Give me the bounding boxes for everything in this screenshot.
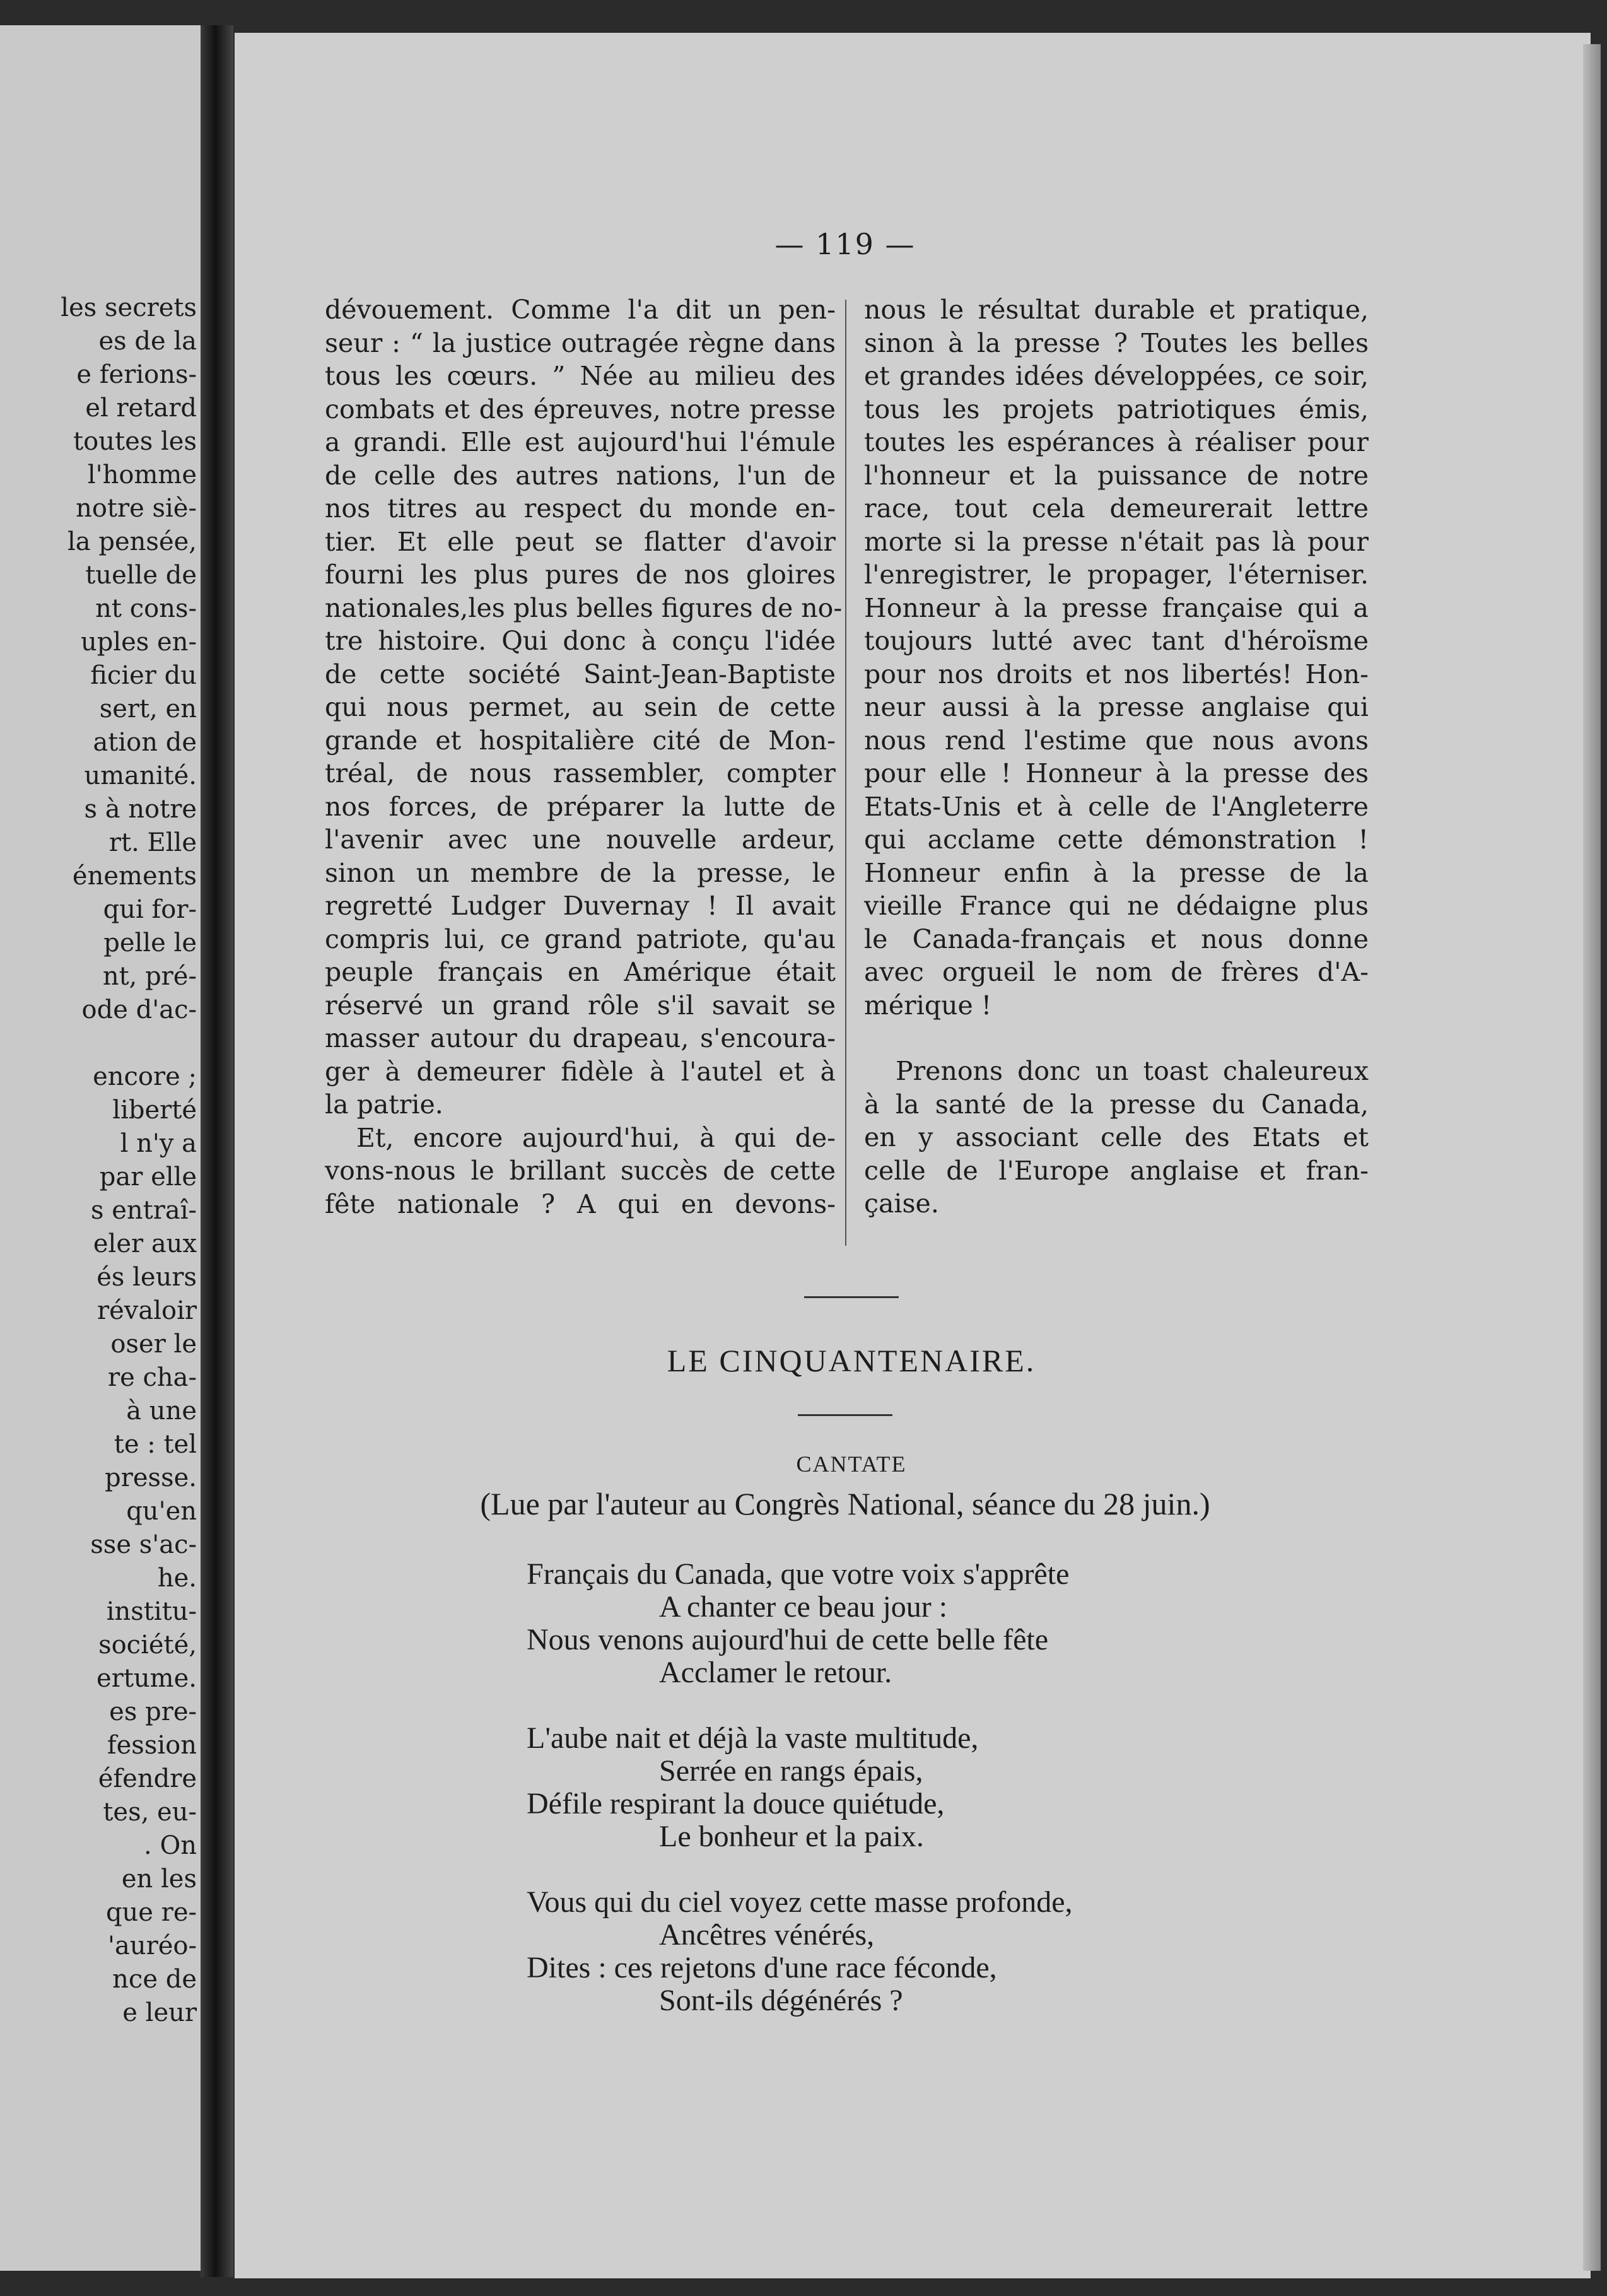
text-line: peuple français en Amérique était: [325, 957, 836, 987]
text-line: vons-nous le brillant succès de cette: [325, 1156, 836, 1186]
left-page-line: fession: [107, 1731, 197, 1760]
text-line: la patrie.: [325, 1089, 443, 1120]
text-line: toutes les espérances à réaliser pour: [864, 427, 1369, 457]
left-page-line: eler aux: [93, 1229, 197, 1258]
text-line: morte si la presse n'était pas là pour: [864, 526, 1369, 557]
text-line: tier. Et elle peut se flatter d'avoir: [325, 526, 836, 557]
poem-line: Serrée en rangs épais,: [659, 1754, 923, 1788]
text-line: toujours lutté avec tant d'héroïsme: [864, 626, 1369, 656]
cantata-poem: [527, 1558, 1073, 2017]
left-page-line: nt, pré-: [102, 962, 197, 991]
poem-line: Nous venons aujourd'hui de cette belle fête: [527, 1623, 1049, 1656]
left-page-line: les secrets: [61, 293, 197, 322]
text-line: dévouement. Comme l'a dit un pen-: [325, 295, 836, 325]
text-line: ger à demeurer fidèle à l'autel et à: [325, 1056, 836, 1087]
text-line: qui nous permet, au sein de cette: [325, 692, 836, 722]
text-line: race, tout cela demeurerait lettre: [864, 493, 1369, 524]
left-page-line: ation de: [93, 728, 197, 757]
left-page-line: ficier du: [90, 661, 197, 690]
left-page-line: és leurs: [96, 1263, 197, 1292]
left-page-line: sse s'ac-: [90, 1530, 197, 1559]
left-page-line: re cha-: [107, 1363, 197, 1392]
left-page-line: pelle le: [103, 928, 197, 958]
left-page-line: [0, 1027, 197, 1060]
text-line: sinon un membre de la presse, le: [325, 857, 836, 888]
left-page-line: oser le: [110, 1330, 197, 1359]
left-page-line: . On: [144, 1831, 197, 1860]
text-line: qui acclame cette démonstration !: [864, 824, 1369, 855]
left-page-line: société,: [98, 1631, 197, 1660]
left-page-line: es de la: [98, 327, 197, 356]
poem-line: Acclamer le retour.: [659, 1656, 892, 1689]
left-page-line: s entraî-: [90, 1196, 197, 1225]
text-line: celle de l'Europe anglaise et fran-: [864, 1155, 1369, 1186]
text-line: fête nationale ? A qui en devons-: [325, 1188, 836, 1219]
text-line: avec orgueil le nom de frères d'A-: [864, 957, 1369, 987]
left-page-line: par elle: [99, 1163, 197, 1192]
poem-line: Français du Canada, que votre voix s'apprête: [527, 1557, 1070, 1591]
left-page-line: encore ;: [93, 1062, 197, 1091]
left-page-line: e ferions-: [76, 360, 197, 389]
text-line: Etats-Unis et à celle de l'Angleterre: [864, 791, 1369, 822]
left-page-line: institu-: [106, 1597, 197, 1626]
left-page-line: l n'y a: [120, 1129, 197, 1158]
section-title: LE CINQUANTENAIRE.: [667, 1343, 1036, 1378]
left-page-line: presse.: [105, 1463, 197, 1492]
text-line: pour elle ! Honneur à la presse des: [864, 758, 1369, 788]
left-page-line: rt. Elle: [108, 828, 197, 857]
poem-line: A chanter ce beau jour :: [659, 1590, 948, 1624]
left-page-line: uples en-: [80, 628, 197, 657]
left-page-line: sert, en: [99, 694, 197, 723]
text-line: masser autour du drapeau, s'encoura-: [325, 1023, 836, 1053]
text-line: tréal, de nous rassembler, compter: [325, 758, 836, 788]
text-line: réservé un grand rôle s'il savait se: [325, 990, 836, 1021]
text-line: sinon à la presse ? Toutes les belles: [864, 327, 1369, 358]
poem-line: Sont-ils dégénérés ?: [659, 1984, 903, 2017]
text-line: fourni les plus pures de nos gloires: [325, 559, 836, 590]
text-line: seur : “ la justice outragée règne dans: [325, 327, 836, 358]
left-page-line: umanité.: [84, 761, 197, 790]
text-line: l'honneur et la puissance de notre: [864, 460, 1369, 491]
poem-line: Vous qui du ciel voyez cette masse profonde,: [527, 1885, 1073, 1919]
left-page-line: ertume.: [96, 1664, 197, 1693]
text-line: grande et hospitalière cité de Mon-: [325, 725, 836, 756]
text-line: tous les projets patriotiques émis,: [864, 394, 1369, 425]
text-line: Honneur enfin à la presse de la: [864, 857, 1369, 888]
poem-line: Le bonheur et la paix.: [659, 1820, 924, 1853]
left-page-line: énements: [72, 862, 197, 891]
left-page-line: nt cons-: [95, 594, 197, 623]
left-page-line: toutes les: [73, 427, 197, 456]
column-divider: [845, 300, 846, 1246]
poem-line: L'aube nait et déjà la vaste multitude,: [527, 1721, 979, 1755]
text-line: tous les cœurs. ” Née au milieu des: [325, 361, 836, 391]
text-line: nous rend l'estime que nous avons: [864, 725, 1369, 756]
text-line: regretté Ludger Duvernay ! Il avait: [325, 891, 836, 921]
text-line: vieille France qui ne dédaigne plus: [864, 891, 1369, 921]
text-line: çaise.: [864, 1188, 939, 1219]
text-line: mérique !: [864, 990, 992, 1021]
left-page-line: qu'en: [126, 1497, 197, 1526]
left-page-line: que re-: [105, 1898, 197, 1927]
left-page-line: à une: [126, 1397, 197, 1426]
left-column-text: [325, 293, 843, 1221]
text-line: et grandes idées développées, ce soir,: [864, 361, 1369, 391]
left-page-text: [0, 291, 197, 2030]
left-page-line: s à notre: [84, 795, 197, 824]
text-line: Honneur à la presse française qui a: [864, 592, 1369, 623]
left-page-line: tuelle de: [85, 561, 197, 590]
text-line: nationales,les plus belles figures de no-: [325, 592, 843, 623]
poem-line: Ancêtres vénérés,: [659, 1918, 875, 1952]
text-line: compris lui, ce grand patriote, qu'au: [325, 923, 836, 954]
poem-line: Défile respirant la douce quiétude,: [527, 1787, 945, 1820]
text-line: a grandi. Elle est aujourd'hui l'émule: [325, 427, 836, 457]
left-page-line: éfendre: [98, 1764, 197, 1793]
left-page-line: tes, eu-: [103, 1798, 197, 1827]
text-line: nos titres au respect du monde en-: [325, 493, 836, 524]
separator-rule: [798, 1414, 892, 1416]
left-page-line: ode d'ac-: [81, 995, 197, 1024]
left-page-line: l'homme: [87, 460, 197, 489]
text-line: le Canada-français et nous donne: [864, 923, 1369, 954]
text-line: Prenons donc un toast chaleureux: [896, 1056, 1369, 1086]
left-page-line: qui for-: [103, 895, 197, 924]
text-line: combats et des épreuves, notre presse: [325, 394, 836, 425]
left-page-line: en les: [121, 1865, 197, 1894]
separator-rule: [804, 1296, 899, 1298]
left-page-line: e leur: [122, 1998, 197, 2027]
text-line: l'avenir avec une nouvelle ardeur,: [325, 824, 836, 855]
text-line: de celle des autres nations, l'un de: [325, 460, 836, 491]
page-edge: [1583, 44, 1601, 2271]
left-page-line: 'auréo-: [108, 1931, 197, 1960]
text-line: nous le résultat durable et pratique,: [864, 295, 1369, 325]
text-line: de cette société Saint-Jean-Baptiste: [325, 659, 836, 689]
page-number: — 119 —: [774, 227, 916, 261]
poem-line: Dites : ces rejetons d'une race féconde,: [527, 1951, 997, 1984]
text-line: tre histoire. Qui donc à conçu l'idée: [325, 626, 836, 656]
text-line: en y associant celle des Etats et: [864, 1122, 1369, 1152]
text-line: à la santé de la presse du Canada,: [864, 1089, 1369, 1120]
text-line: neur aussi à la presse anglaise qui: [864, 692, 1369, 722]
left-page-line: nce de: [112, 1965, 197, 1994]
left-page-line: notre siè-: [76, 494, 197, 523]
section-note: (Lue par l'auteur au Congrès National, séance du 28 juin.): [480, 1486, 1210, 1521]
left-page-line: la pensée,: [67, 527, 197, 556]
section-subtitle: CANTATE: [796, 1451, 907, 1477]
text-line: Et, encore aujourd'hui, à qui de-: [356, 1122, 836, 1153]
text-line: pour nos droits et nos libertés! Hon-: [864, 659, 1369, 689]
right-column-text: [864, 293, 1369, 1221]
left-page-line: te : tel: [114, 1430, 197, 1459]
left-page-line: es pre-: [109, 1697, 197, 1726]
left-page-line: el retard: [85, 394, 197, 423]
text-line: l'enregistrer, le propager, l'éterniser.: [864, 559, 1369, 590]
left-page-line: liberté: [112, 1096, 197, 1125]
left-page-line: he.: [157, 1564, 197, 1593]
book-spine: [201, 25, 233, 2277]
text-line: nos forces, de préparer la lutte de: [325, 791, 836, 822]
left-page-line: révaloir: [96, 1296, 197, 1325]
